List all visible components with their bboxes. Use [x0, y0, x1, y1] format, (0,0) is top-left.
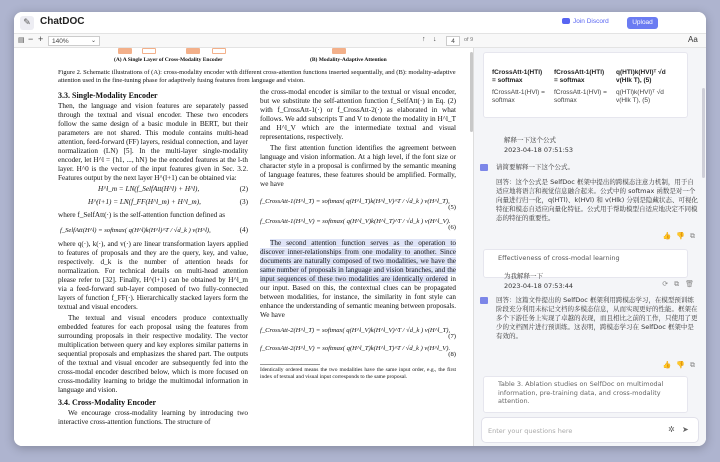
formula-table-card[interactable] — [483, 52, 688, 118]
right-column — [260, 48, 456, 382]
discord-icon — [562, 18, 570, 24]
user-message-text: 请简要解释一下这个公式。 — [496, 163, 574, 171]
assistant-answer — [480, 178, 698, 223]
sidebar-toggle-icon[interactable]: ▤ — [18, 37, 25, 44]
equation-text: f_CrossAtt-2(H^l_V) = softmax( q(H^l_T)k(H^l_T)^T / √d_k ) v(H^l_V). — [260, 345, 451, 352]
chat-panel — [474, 48, 706, 446]
thumbs-down-icon[interactable]: 👎 — [676, 232, 690, 240]
highlighted-paragraph — [260, 239, 456, 320]
figure-subcaption-b: (B) Modality-Adaptive Attention — [310, 57, 387, 63]
equation — [260, 342, 456, 362]
figure-subcaption-a: (A) A Single Layer of Cross-Modality Encoder — [114, 57, 223, 63]
thumbs-up-icon[interactable]: 👍 — [662, 361, 677, 369]
question-actions — [662, 280, 700, 289]
equation-text: f_CrossAtt-2(H^l_T) = softmax( q(H^l_V)k(H^l_V)^T / √d_k ) v(H^l_T), — [260, 327, 451, 334]
paragraph: We encourage cross-modality learning by introducing two interactive cross-attention functions. The structure of — [58, 409, 248, 426]
footnote-divider — [260, 364, 320, 365]
zoom-select[interactable] — [48, 36, 100, 46]
footnote: Identically ordered means the two modalities have the same input order, e.g., the first index of textual and visual input corresponds to the same proposal. — [260, 367, 456, 380]
figure-block — [118, 48, 132, 54]
send-icon[interactable]: ➤ — [682, 425, 689, 434]
answer-text: 回答：这篇文件提出的 SelfDoc 框架利用跨模态学习，在模型预训练阶段充分利用未标记文档的多模态信息，从而实现更好的性能。框架在多个下游任务上实现了卓越的表现，而且相比之前的工作，只使用了更少的文档图片进行预训练。这表明，跨模态学习在 SelfDoc 框架中是有效的。 — [496, 296, 698, 340]
font-size-icon[interactable]: Aa — [688, 35, 698, 44]
delete-icon[interactable]: 🗑 — [685, 280, 700, 288]
paragraph-rest: in our input. Based on this, the contextual clues can be propagated between modalities, for instance, the similarity in font style can enhance the understanding of semantic meaning between proposals. We have — [260, 275, 457, 319]
question-input-box[interactable] — [481, 417, 699, 443]
zoom-value: 140% — [52, 38, 69, 45]
section-heading: 3.4. Cross-Modality Encoder — [58, 398, 157, 407]
pdf-viewer — [14, 48, 474, 446]
left-column — [58, 88, 248, 429]
title-bar — [14, 12, 706, 34]
app-title: ChatDOC — [40, 16, 85, 27]
table-cell: fCrossAtt-1(HTl) = softmax — [554, 69, 605, 84]
answer-actions — [663, 361, 700, 370]
copy-icon[interactable]: ⧉ — [674, 280, 686, 288]
paragraph: the cross-modal encoder is similar to the textual or visual encoder, but we substitute the self-attention function f_SelfAtt(·) in Eq. (2) with f_CrossAtt-1(·) or f_CrossAtt-2(·) as elaborated in what follows. We add subscripts T and V to denote the modality in H^l_T and H^l_V which are the intermediate textual and visual representations, respectively. — [260, 88, 456, 141]
equation-text: f_CrossAtt-1(H^l_V) = softmax( q(H^l_V)k(H^l_T)^T / √d_k ) v(H^l_V). — [260, 218, 451, 225]
page-number-input[interactable]: 4 — [446, 36, 460, 46]
app-logo-icon: ✎ — [20, 16, 34, 30]
paragraph: The first attention function identifies the agreement between language and vision information. At a high level, if the font size or character style in a proposal is confirmed by the semantic meaning of language features, these features should be amplified. Formally, we have — [260, 144, 456, 188]
timestamp: 2023-04-18 07:51:53 — [504, 146, 574, 154]
join-discord-link[interactable] — [562, 18, 609, 25]
equation — [58, 222, 248, 240]
quote-question: 为我解释一下 — [504, 272, 543, 280]
text-highlight[interactable]: The second attention function serves as the operation to discover inner-relationships from one modality to another. Since documents are naturally composed of two modalities, we have the same number of proposals in language and vision branches, and the input sequences of these two modalities are identically ordered — [260, 239, 456, 283]
equation-text: H^(l+1) = LN(f_FF(H^l_m) + H^l_m), — [88, 198, 201, 206]
settings-icon[interactable]: ✲ — [668, 425, 675, 434]
question-input[interactable]: Enter your questions here — [488, 427, 573, 435]
table-cell: fCrossAtt-1(HVl) = softmax — [554, 89, 607, 104]
assistant-answer — [480, 296, 698, 341]
table-cell: q(HTl)k(HVl)ᵀ √d v(Hlk T), (5) — [616, 89, 664, 104]
quote-question: 解释一下这个公式 — [504, 136, 556, 144]
user-message — [480, 163, 698, 172]
page-down-icon[interactable]: ↓ — [433, 36, 437, 43]
equation — [260, 213, 456, 235]
section-heading: 3.3. Single-Modality Encoder — [58, 91, 158, 100]
paragraph: The textual and visual encoders produce contextually embedded features for each proposal using the features from surrounding proposals in their respective modality. The vector multiplication between query and key explores similar patterns in sequential proposals and emphasizes the shared part. The outputs of the textual and visual encoder are subsequently fed into the cross-modal encoder described below, which is more focused on cross-modality learning to bridge the multimodal information in language and vision. — [58, 314, 248, 394]
quote-title: Table 3. Ablation studies on SelfDoc on multimodal information, pre-training data, and cross-modality attention. — [498, 380, 664, 405]
copy-icon[interactable]: ⧉ — [690, 232, 700, 240]
zoom-out-button[interactable]: − — [28, 34, 34, 44]
equation-number: (4) — [239, 226, 248, 234]
equation — [58, 198, 248, 211]
user-avatar-icon — [480, 164, 488, 171]
pdf-scrollbar[interactable] — [470, 52, 473, 132]
equation — [260, 322, 456, 342]
page-up-icon[interactable]: ↑ — [422, 36, 426, 43]
zoom-in-button[interactable]: + — [38, 34, 44, 44]
assistant-avatar-icon — [480, 297, 488, 304]
app-window — [14, 12, 706, 446]
equation-number: (6) — [448, 224, 456, 231]
quote-card[interactable] — [483, 376, 688, 413]
quote-title: Effectiveness of cross-modal learning — [498, 254, 620, 262]
figure-block — [212, 48, 226, 54]
reload-icon[interactable]: ⟳ — [662, 280, 675, 288]
equation — [260, 191, 456, 213]
answer-actions — [663, 232, 700, 241]
page-total: of 9 — [464, 37, 474, 43]
thumbs-down-icon[interactable]: 👎 — [676, 361, 690, 369]
paragraph: where q(·), k(·), and v(·) are linear transformation layers applied to features of proposals and they are the query, key, and value, respectively. d_k is the number of attention heads for normalization. For technical details on multi-head attention please refer to [32]. Finally, H^(l+1) can be obtained by H^l_m via a feed-forward sub-layer composed of two fully-connected layers of function f_FF(·). Hierarchically stacked layers form the textual and visual encoders. — [58, 240, 248, 311]
thumbs-up-icon[interactable]: 👍 — [662, 232, 677, 240]
table-cell: fCrossAtt-1(HTl) = softmax — [492, 69, 543, 84]
equation-number: (8) — [448, 351, 456, 358]
figure-caption: Figure 2. Schematic illustrations of (A): cross-modality encoder with different cross-attention functions inserted sequentially, and (B): modality-adaptive attention used in the fine-tuning phase for adaptively fusing features from language and vision. — [58, 69, 456, 84]
table-cell: fCrossAtt-1(HVl) = softmax — [492, 89, 545, 104]
discord-label: Join Discord — [573, 18, 609, 25]
formula-table — [488, 67, 683, 107]
chat-scrollbar[interactable] — [702, 88, 705, 178]
equation-text: H^l_m = LN(f_SelfAtt(H^l) + H^l), — [98, 185, 200, 193]
equation-number: (2) — [239, 185, 248, 193]
chat-toolbar — [474, 34, 706, 48]
paragraph: where f_SelfAtt(·) is the self-attention function defined as — [58, 211, 226, 219]
equation-number: (5) — [448, 204, 456, 211]
answer-text: 回答：这个公式是 SelfDoc 框架中提出的跨模态注意力机制，用于自适应地将语言和视觉信息融合起来。公式中的 softmax 函数是对一个向量进行归一化，q(HTl)、k(HVl) 和 v(Hlk) 分别是隐藏状态、可视化特征和模态自适应向量化特征。公式用于帮助模型自适应地决定不同模态的特征的重要性。 — [496, 178, 698, 222]
pdf-toolbar — [14, 34, 474, 48]
equation-number: (7) — [448, 333, 456, 340]
timestamp: 2023-04-18 07:53:44 — [504, 282, 574, 290]
equation-number: (3) — [239, 198, 248, 206]
equation-text: f_CrossAtt-1(H^l_T) = softmax( q(H^l_T)k(H^l_V)^T / √d_k ) v(H^l_T), — [260, 198, 450, 205]
figure-block — [142, 48, 156, 54]
table-cell: q(HTl)k(HVl)ᵀ √d v(Hlk T), (5) — [616, 69, 666, 84]
paragraph: Then, the language and vision features are separately passed through the textual and visual encoder. These two encoders follow the same design of a basic module in BERT, but their parameters are not shared. This module contains multi-head attention, feed-forward (FF) layers, residual connection, and layer normalization (LN) [5]. In the multi-layer single-modality encoder, let H^l = {h1, ..., hN} be the encoded features at the l-th layer. H^0 is the vector of the input features given in Sec. 3.2. Features output by the next layer H^(l+1) can be obtained via: — [58, 102, 248, 182]
upload-button[interactable]: Upload — [627, 17, 658, 29]
figure-block — [186, 48, 200, 54]
chevron-down-icon: ⌄ — [90, 38, 96, 44]
equation-text: f_SelfAtt(H^l) = softmax( q(H^l)k(H^l)^T / √d_k ) v(H^l), — [60, 227, 211, 234]
copy-icon[interactable]: ⧉ — [690, 361, 700, 369]
equation — [58, 185, 248, 198]
